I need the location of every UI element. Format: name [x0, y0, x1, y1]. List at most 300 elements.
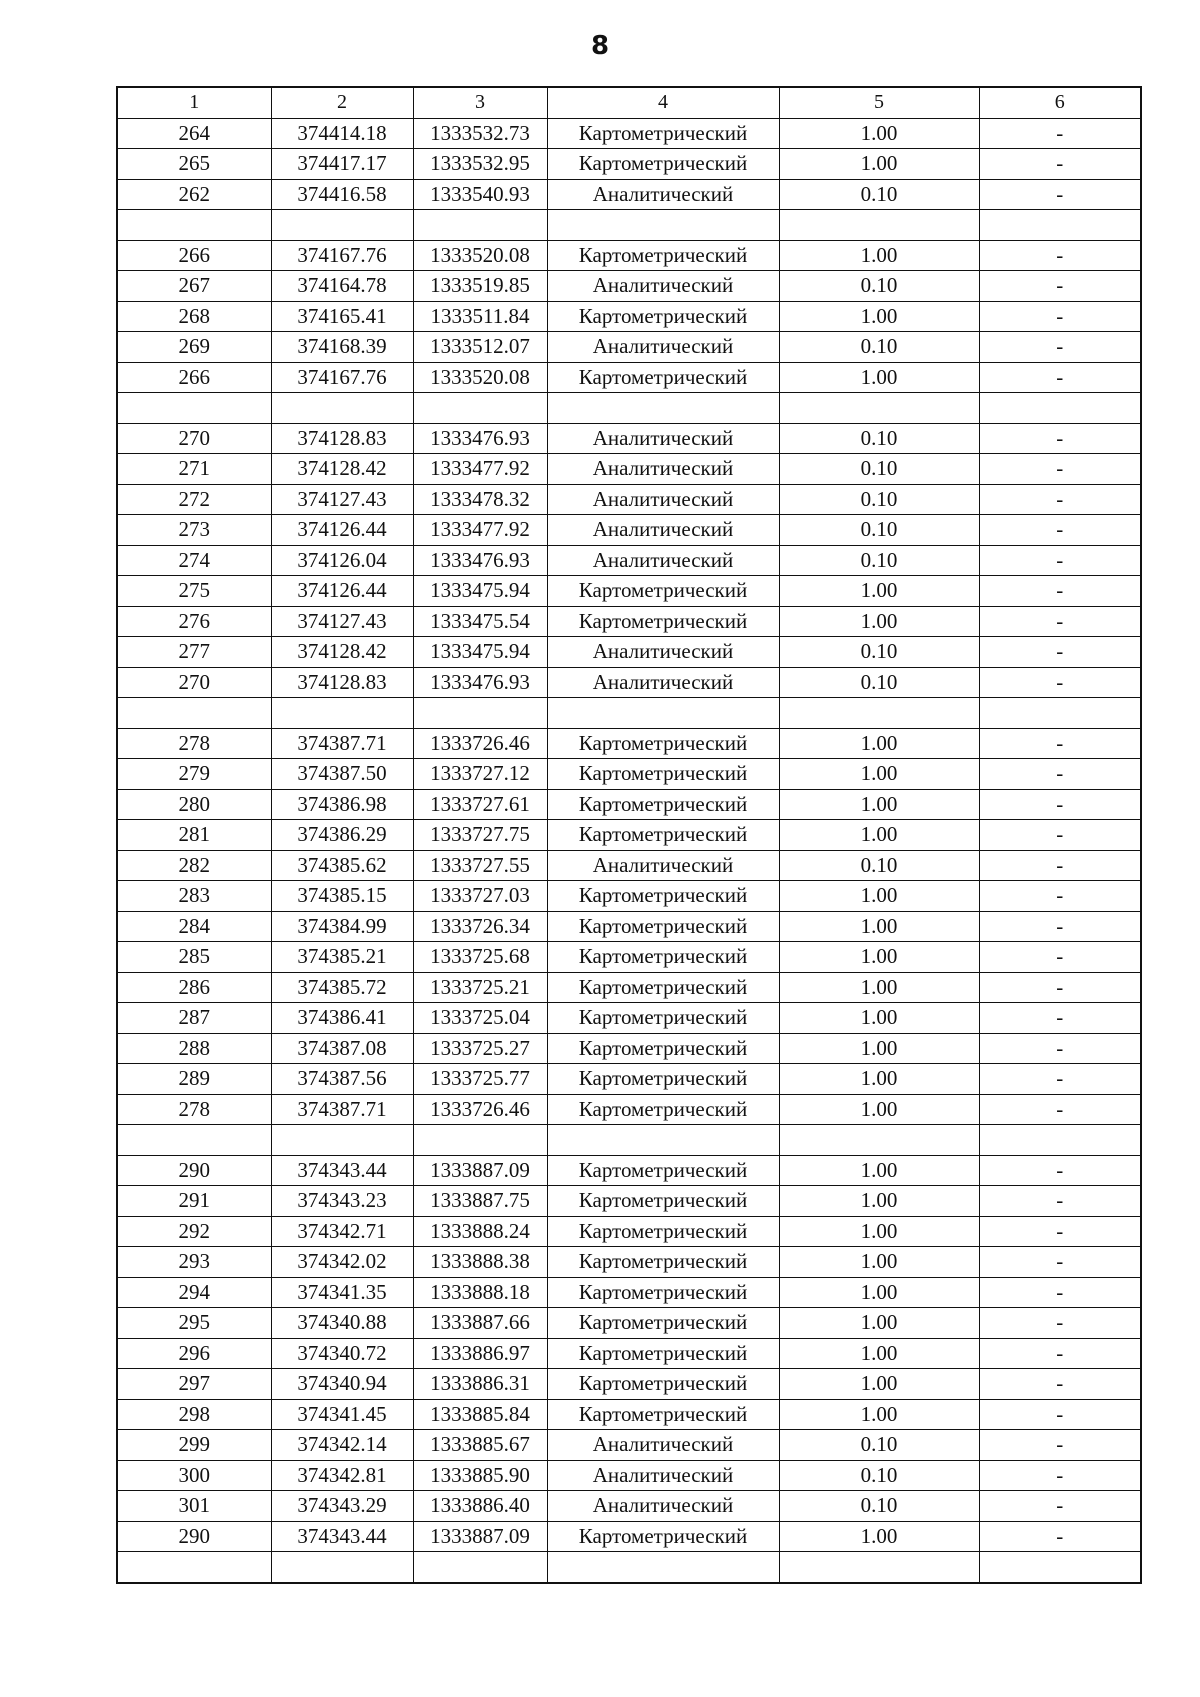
y-coordinate-cell: 1333725.04 — [413, 1003, 547, 1034]
y-coordinate-cell: 1333886.40 — [413, 1491, 547, 1522]
y-coordinate-cell: 1333886.97 — [413, 1338, 547, 1369]
table-row — [117, 1369, 1141, 1400]
note-cell: - — [979, 1338, 1141, 1369]
x-coordinate-cell: 374165.41 — [271, 301, 413, 332]
method-cell: Аналитический — [547, 179, 779, 210]
accuracy-cell: 1.00 — [779, 1003, 979, 1034]
table-row — [117, 637, 1141, 668]
x-coordinate-cell: 374340.88 — [271, 1308, 413, 1339]
table-row — [117, 850, 1141, 881]
accuracy-cell: 1.00 — [779, 1216, 979, 1247]
note-cell: - — [979, 179, 1141, 210]
method-cell — [547, 1125, 779, 1156]
point-number-cell: 265 — [117, 149, 271, 180]
table-row — [117, 545, 1141, 576]
note-cell: - — [979, 1277, 1141, 1308]
y-coordinate-cell: 1333725.27 — [413, 1033, 547, 1064]
note-cell: - — [979, 149, 1141, 180]
accuracy-cell: 1.00 — [779, 1308, 979, 1339]
method-cell: Аналитический — [547, 1491, 779, 1522]
table-row — [117, 393, 1141, 424]
table-row — [117, 271, 1141, 302]
point-number-cell: 291 — [117, 1186, 271, 1217]
point-number-cell: 289 — [117, 1064, 271, 1095]
y-coordinate-cell: 1333475.94 — [413, 576, 547, 607]
x-coordinate-cell: 374127.43 — [271, 606, 413, 637]
table-row — [117, 1003, 1141, 1034]
x-coordinate-cell: 374385.15 — [271, 881, 413, 912]
note-cell: - — [979, 545, 1141, 576]
y-coordinate-cell: 1333726.46 — [413, 728, 547, 759]
point-number-cell — [117, 210, 271, 241]
table-row — [117, 332, 1141, 363]
x-coordinate-cell: 374128.42 — [271, 637, 413, 668]
x-coordinate-cell: 374343.23 — [271, 1186, 413, 1217]
table-row — [117, 1491, 1141, 1522]
accuracy-cell: 1.00 — [779, 240, 979, 271]
accuracy-cell: 0.10 — [779, 271, 979, 302]
y-coordinate-cell: 1333532.95 — [413, 149, 547, 180]
note-cell: - — [979, 1399, 1141, 1430]
method-cell: Аналитический — [547, 423, 779, 454]
x-coordinate-cell: 374340.72 — [271, 1338, 413, 1369]
table-row — [117, 1521, 1141, 1552]
x-coordinate-cell: 374414.18 — [271, 118, 413, 149]
y-coordinate-cell: 1333512.07 — [413, 332, 547, 363]
accuracy-cell: 0.10 — [779, 179, 979, 210]
y-coordinate-cell — [413, 1125, 547, 1156]
accuracy-cell: 1.00 — [779, 149, 979, 180]
y-coordinate-cell: 1333727.55 — [413, 850, 547, 881]
point-number-cell: 278 — [117, 728, 271, 759]
table-row — [117, 1155, 1141, 1186]
y-coordinate-cell: 1333888.24 — [413, 1216, 547, 1247]
accuracy-cell: 1.00 — [779, 972, 979, 1003]
table-row — [117, 454, 1141, 485]
table-row — [117, 515, 1141, 546]
table-row — [117, 1308, 1141, 1339]
accuracy-cell: 0.10 — [779, 545, 979, 576]
method-cell: Картометрический — [547, 1155, 779, 1186]
y-coordinate-cell: 1333511.84 — [413, 301, 547, 332]
y-coordinate-cell: 1333726.46 — [413, 1094, 547, 1125]
method-cell: Картометрический — [547, 1369, 779, 1400]
accuracy-cell: 1.00 — [779, 1155, 979, 1186]
table-row — [117, 423, 1141, 454]
note-cell: - — [979, 576, 1141, 607]
x-coordinate-cell: 374343.44 — [271, 1521, 413, 1552]
x-coordinate-cell: 374128.83 — [271, 667, 413, 698]
accuracy-cell: 1.00 — [779, 606, 979, 637]
y-coordinate-cell: 1333888.38 — [413, 1247, 547, 1278]
table-row — [117, 210, 1141, 241]
header-row — [117, 87, 1141, 118]
column-header: 2 — [271, 87, 413, 118]
accuracy-cell: 1.00 — [779, 1277, 979, 1308]
accuracy-cell: 1.00 — [779, 1064, 979, 1095]
table-row — [117, 1460, 1141, 1491]
column-header: 4 — [547, 87, 779, 118]
method-cell: Картометрический — [547, 1338, 779, 1369]
table-header — [117, 87, 1141, 118]
y-coordinate-cell: 1333520.08 — [413, 240, 547, 271]
x-coordinate-cell: 374342.02 — [271, 1247, 413, 1278]
method-cell: Картометрический — [547, 820, 779, 851]
x-coordinate-cell: 374385.62 — [271, 850, 413, 881]
point-number-cell: 262 — [117, 179, 271, 210]
note-cell — [979, 393, 1141, 424]
point-number-cell: 281 — [117, 820, 271, 851]
table-row — [117, 1033, 1141, 1064]
x-coordinate-cell: 374384.99 — [271, 911, 413, 942]
point-number-cell: 295 — [117, 1308, 271, 1339]
accuracy-cell: 0.10 — [779, 1460, 979, 1491]
accuracy-cell — [779, 698, 979, 729]
x-coordinate-cell: 374127.43 — [271, 484, 413, 515]
y-coordinate-cell: 1333520.08 — [413, 362, 547, 393]
note-cell: - — [979, 271, 1141, 302]
note-cell: - — [979, 1186, 1141, 1217]
point-number-cell: 286 — [117, 972, 271, 1003]
y-coordinate-cell: 1333725.68 — [413, 942, 547, 973]
accuracy-cell: 1.00 — [779, 1521, 979, 1552]
accuracy-cell: 0.10 — [779, 637, 979, 668]
point-number-cell: 299 — [117, 1430, 271, 1461]
table-row — [117, 301, 1141, 332]
note-cell: - — [979, 454, 1141, 485]
accuracy-cell: 0.10 — [779, 454, 979, 485]
method-cell: Картометрический — [547, 911, 779, 942]
y-coordinate-cell: 1333477.92 — [413, 454, 547, 485]
y-coordinate-cell: 1333887.09 — [413, 1521, 547, 1552]
note-cell: - — [979, 972, 1141, 1003]
x-coordinate-cell: 374386.29 — [271, 820, 413, 851]
point-number-cell — [117, 1125, 271, 1156]
note-cell — [979, 698, 1141, 729]
note-cell: - — [979, 911, 1141, 942]
accuracy-cell: 1.00 — [779, 301, 979, 332]
method-cell: Картометрический — [547, 149, 779, 180]
point-number-cell: 277 — [117, 637, 271, 668]
note-cell: - — [979, 606, 1141, 637]
table-row — [117, 972, 1141, 1003]
table-row — [117, 1125, 1141, 1156]
point-number-cell: 275 — [117, 576, 271, 607]
point-number-cell: 288 — [117, 1033, 271, 1064]
y-coordinate-cell: 1333885.90 — [413, 1460, 547, 1491]
method-cell: Картометрический — [547, 362, 779, 393]
point-number-cell: 267 — [117, 271, 271, 302]
y-coordinate-cell: 1333886.31 — [413, 1369, 547, 1400]
method-cell: Картометрический — [547, 881, 779, 912]
y-coordinate-cell: 1333888.18 — [413, 1277, 547, 1308]
method-cell: Картометрический — [547, 789, 779, 820]
point-number-cell: 283 — [117, 881, 271, 912]
method-cell — [547, 1552, 779, 1583]
table-row — [117, 1338, 1141, 1369]
accuracy-cell: 1.00 — [779, 759, 979, 790]
note-cell: - — [979, 1491, 1141, 1522]
point-number-cell: 292 — [117, 1216, 271, 1247]
table-row — [117, 1247, 1141, 1278]
x-coordinate-cell: 374342.71 — [271, 1216, 413, 1247]
x-coordinate-cell: 374387.56 — [271, 1064, 413, 1095]
point-number-cell: 270 — [117, 667, 271, 698]
table-row — [117, 1064, 1141, 1095]
note-cell: - — [979, 1430, 1141, 1461]
method-cell — [547, 210, 779, 241]
x-coordinate-cell: 374128.42 — [271, 454, 413, 485]
x-coordinate-cell: 374385.21 — [271, 942, 413, 973]
x-coordinate-cell: 374128.83 — [271, 423, 413, 454]
x-coordinate-cell — [271, 1552, 413, 1583]
accuracy-cell: 1.00 — [779, 362, 979, 393]
table-row — [117, 118, 1141, 149]
accuracy-cell: 1.00 — [779, 789, 979, 820]
column-header: 5 — [779, 87, 979, 118]
method-cell: Картометрический — [547, 1094, 779, 1125]
point-number-cell: 268 — [117, 301, 271, 332]
point-number-cell: 285 — [117, 942, 271, 973]
method-cell: Аналитический — [547, 545, 779, 576]
x-coordinate-cell: 374386.98 — [271, 789, 413, 820]
accuracy-cell: 0.10 — [779, 484, 979, 515]
x-coordinate-cell: 374340.94 — [271, 1369, 413, 1400]
point-number-cell: 278 — [117, 1094, 271, 1125]
y-coordinate-cell: 1333885.84 — [413, 1399, 547, 1430]
y-coordinate-cell — [413, 393, 547, 424]
y-coordinate-cell: 1333477.92 — [413, 515, 547, 546]
point-number-cell: 273 — [117, 515, 271, 546]
table-row — [117, 362, 1141, 393]
note-cell — [979, 210, 1141, 241]
note-cell: - — [979, 332, 1141, 363]
accuracy-cell: 0.10 — [779, 1491, 979, 1522]
accuracy-cell: 0.10 — [779, 423, 979, 454]
x-coordinate-cell — [271, 210, 413, 241]
column-header: 6 — [979, 87, 1141, 118]
table-row — [117, 1216, 1141, 1247]
note-cell: - — [979, 1247, 1141, 1278]
accuracy-cell — [779, 393, 979, 424]
x-coordinate-cell: 374343.44 — [271, 1155, 413, 1186]
note-cell: - — [979, 240, 1141, 271]
point-number-cell: 270 — [117, 423, 271, 454]
accuracy-cell: 0.10 — [779, 515, 979, 546]
point-number-cell: 294 — [117, 1277, 271, 1308]
table-row — [117, 759, 1141, 790]
point-number-cell: 266 — [117, 240, 271, 271]
point-number-cell: 272 — [117, 484, 271, 515]
column-header: 3 — [413, 87, 547, 118]
table-row — [117, 789, 1141, 820]
note-cell: - — [979, 1094, 1141, 1125]
method-cell: Аналитический — [547, 454, 779, 485]
x-coordinate-cell: 374167.76 — [271, 362, 413, 393]
note-cell: - — [979, 728, 1141, 759]
accuracy-cell: 1.00 — [779, 881, 979, 912]
point-number-cell: 274 — [117, 545, 271, 576]
accuracy-cell: 1.00 — [779, 942, 979, 973]
x-coordinate-cell: 374168.39 — [271, 332, 413, 363]
note-cell: - — [979, 1064, 1141, 1095]
method-cell: Картометрический — [547, 1399, 779, 1430]
point-number-cell: 271 — [117, 454, 271, 485]
point-number-cell: 287 — [117, 1003, 271, 1034]
y-coordinate-cell: 1333726.34 — [413, 911, 547, 942]
table-row — [117, 881, 1141, 912]
note-cell: - — [979, 362, 1141, 393]
x-coordinate-cell: 374417.17 — [271, 149, 413, 180]
method-cell: Картометрический — [547, 118, 779, 149]
table-body — [117, 118, 1141, 1583]
table-row — [117, 1186, 1141, 1217]
x-coordinate-cell: 374164.78 — [271, 271, 413, 302]
method-cell: Аналитический — [547, 1460, 779, 1491]
note-cell: - — [979, 850, 1141, 881]
method-cell: Картометрический — [547, 1521, 779, 1552]
y-coordinate-cell: 1333476.93 — [413, 545, 547, 576]
point-number-cell: 282 — [117, 850, 271, 881]
table-row — [117, 698, 1141, 729]
method-cell: Картометрический — [547, 1247, 779, 1278]
point-number-cell: 280 — [117, 789, 271, 820]
method-cell: Картометрический — [547, 240, 779, 271]
table-row — [117, 942, 1141, 973]
table-row — [117, 606, 1141, 637]
accuracy-cell: 1.00 — [779, 728, 979, 759]
note-cell: - — [979, 423, 1141, 454]
table-row — [117, 728, 1141, 759]
accuracy-cell — [779, 1125, 979, 1156]
y-coordinate-cell — [413, 210, 547, 241]
method-cell: Картометрический — [547, 1216, 779, 1247]
note-cell: - — [979, 1155, 1141, 1186]
note-cell: - — [979, 301, 1141, 332]
point-number-cell: 297 — [117, 1369, 271, 1400]
x-coordinate-cell: 374341.45 — [271, 1399, 413, 1430]
y-coordinate-cell: 1333475.94 — [413, 637, 547, 668]
x-coordinate-cell: 374416.58 — [271, 179, 413, 210]
method-cell: Картометрический — [547, 1033, 779, 1064]
note-cell: - — [979, 1308, 1141, 1339]
table-row — [117, 484, 1141, 515]
note-cell: - — [979, 118, 1141, 149]
accuracy-cell: 0.10 — [779, 667, 979, 698]
x-coordinate-cell: 374126.44 — [271, 515, 413, 546]
point-number-cell: 266 — [117, 362, 271, 393]
method-cell: Картометрический — [547, 576, 779, 607]
point-number-cell: 293 — [117, 1247, 271, 1278]
point-number-cell: 298 — [117, 1399, 271, 1430]
x-coordinate-cell: 374341.35 — [271, 1277, 413, 1308]
table-row — [117, 911, 1141, 942]
accuracy-cell: 1.00 — [779, 1186, 979, 1217]
method-cell — [547, 698, 779, 729]
method-cell: Аналитический — [547, 637, 779, 668]
y-coordinate-cell: 1333727.61 — [413, 789, 547, 820]
y-coordinate-cell: 1333519.85 — [413, 271, 547, 302]
table-row — [117, 1094, 1141, 1125]
point-number-cell: 276 — [117, 606, 271, 637]
point-number-cell: 290 — [117, 1521, 271, 1552]
point-number-cell: 300 — [117, 1460, 271, 1491]
x-coordinate-cell: 374387.71 — [271, 1094, 413, 1125]
y-coordinate-cell: 1333727.75 — [413, 820, 547, 851]
table-row — [117, 667, 1141, 698]
note-cell: - — [979, 637, 1141, 668]
method-cell: Картометрический — [547, 1064, 779, 1095]
method-cell: Аналитический — [547, 850, 779, 881]
accuracy-cell: 0.10 — [779, 1430, 979, 1461]
y-coordinate-cell: 1333475.54 — [413, 606, 547, 637]
method-cell: Картометрический — [547, 942, 779, 973]
y-coordinate-cell: 1333476.93 — [413, 423, 547, 454]
y-coordinate-cell: 1333540.93 — [413, 179, 547, 210]
y-coordinate-cell: 1333727.12 — [413, 759, 547, 790]
y-coordinate-cell: 1333885.67 — [413, 1430, 547, 1461]
x-coordinate-cell: 374343.29 — [271, 1491, 413, 1522]
accuracy-cell: 1.00 — [779, 118, 979, 149]
method-cell: Картометрический — [547, 301, 779, 332]
y-coordinate-cell: 1333887.75 — [413, 1186, 547, 1217]
y-coordinate-cell: 1333476.93 — [413, 667, 547, 698]
x-coordinate-cell: 374387.08 — [271, 1033, 413, 1064]
x-coordinate-cell: 374342.14 — [271, 1430, 413, 1461]
note-cell: - — [979, 484, 1141, 515]
y-coordinate-cell — [413, 1552, 547, 1583]
point-number-cell — [117, 393, 271, 424]
point-number-cell — [117, 698, 271, 729]
method-cell: Картометрический — [547, 972, 779, 1003]
x-coordinate-cell — [271, 1125, 413, 1156]
column-header: 1 — [117, 87, 271, 118]
method-cell: Картометрический — [547, 1308, 779, 1339]
note-cell: - — [979, 789, 1141, 820]
x-coordinate-cell — [271, 393, 413, 424]
note-cell: - — [979, 667, 1141, 698]
table-row — [117, 820, 1141, 851]
note-cell: - — [979, 515, 1141, 546]
x-coordinate-cell: 374342.81 — [271, 1460, 413, 1491]
note-cell: - — [979, 1369, 1141, 1400]
method-cell: Аналитический — [547, 484, 779, 515]
note-cell — [979, 1125, 1141, 1156]
table-row — [117, 149, 1141, 180]
table-row — [117, 576, 1141, 607]
accuracy-cell: 1.00 — [779, 576, 979, 607]
x-coordinate-cell: 374387.71 — [271, 728, 413, 759]
x-coordinate-cell: 374167.76 — [271, 240, 413, 271]
point-number-cell: 269 — [117, 332, 271, 363]
x-coordinate-cell: 374126.44 — [271, 576, 413, 607]
y-coordinate-cell: 1333725.21 — [413, 972, 547, 1003]
table-row — [117, 1277, 1141, 1308]
x-coordinate-cell: 374386.41 — [271, 1003, 413, 1034]
point-number-cell: 290 — [117, 1155, 271, 1186]
point-number-cell: 284 — [117, 911, 271, 942]
method-cell: Картометрический — [547, 1277, 779, 1308]
accuracy-cell — [779, 210, 979, 241]
method-cell: Аналитический — [547, 271, 779, 302]
method-cell: Картометрический — [547, 759, 779, 790]
method-cell: Картометрический — [547, 606, 779, 637]
accuracy-cell: 1.00 — [779, 1094, 979, 1125]
method-cell: Картометрический — [547, 1003, 779, 1034]
method-cell — [547, 393, 779, 424]
point-number-cell — [117, 1552, 271, 1583]
accuracy-cell: 1.00 — [779, 1338, 979, 1369]
